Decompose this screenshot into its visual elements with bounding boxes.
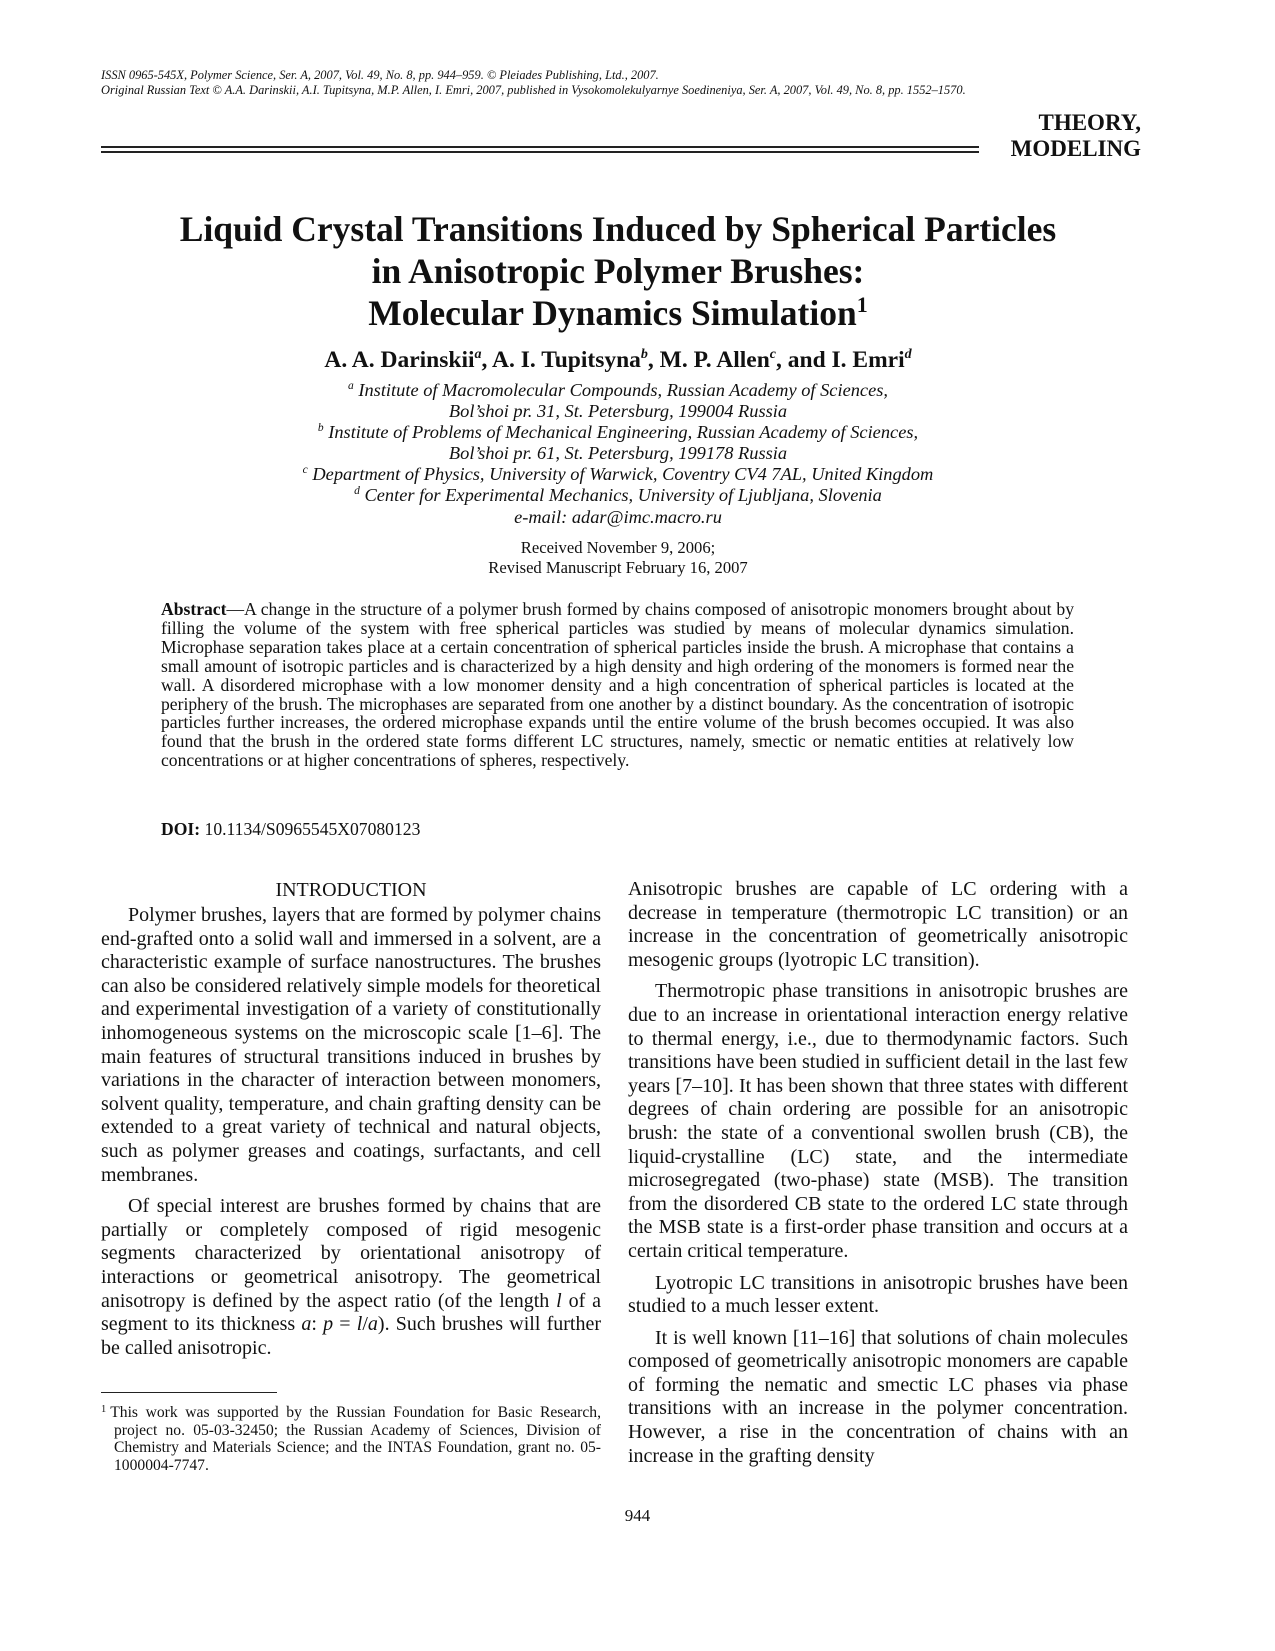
text-run: : [311, 1313, 324, 1336]
author-mark: d [904, 347, 912, 362]
abstract-text: —A change in the structure of a polymer brush formed by chains composed of anisotropic monomers brought about by filling the volume of the system with free spherical particles was studied by means of molecular dynamics simulation. Microphase separation takes place at a certain concentration of spherical particles inside the brush. A microphase that contains a small amount of isotropic particles and is characterized by a high density and high ordering of the monomers is formed near the wall. A disordered microphase with a low monomer density and a high concentration of spherical particles is located at the periphery of the brush. The microphases are separated from one another by a distinct boundary. As the concentration of isotropic particles further increases, the ordered microphase expands until the entire volume of the brush becomes occupied. It was also found that the brush in the ordered state forms different LC structures, namely, smectic or nematic entities at relatively low concentrations or at higher concentrations of spheres, respectively. [161, 599, 1074, 771]
footnote [101, 1404, 601, 1474]
paragraph: Thermotropic phase transitions in anisotropic brushes are due to an increase in orientational interaction energy relative to thermal energy, i.e., due to thermodynamic factors. Such transitions have been studied in sufficient detail in the last few years [7–10]. It has been shown that three states with different degrees of chain ordering are possible for an anisotropic brush: the state of a conventional swollen brush (CB), the liquid-crystalline (LC) state, and the intermediate microsegregated (two-phase) state (MSB). The transition from the disordered CB state to the ordered LC state through the MSB state is a first-order phase transition and occurs at a certain critical temperature. [628, 980, 1128, 1262]
affiliation-a [100, 380, 1136, 401]
author-mark: c [769, 347, 777, 362]
paper-title [100, 208, 1136, 334]
abstract [161, 600, 1074, 770]
section-label [1011, 110, 1141, 162]
title-line-2: in Anisotropic Polymer Brushes: [371, 251, 865, 291]
paragraph [101, 1195, 601, 1360]
affiliation-b [100, 422, 1136, 443]
paragraph: Anisotropic brushes are capable of LC ordering with a decrease in temperature (thermotropic LC transition) or an increase in the concentration of geometrically anisotropic mesogenic groups (lyotropic LC transition). [628, 878, 1128, 971]
math-symbol: l [556, 1289, 562, 1312]
footnote-body [101, 1404, 601, 1474]
affiliation-mark: c [302, 464, 308, 477]
title-line-3 [100, 292, 1136, 334]
text-run: of a segment to its thickness [101, 1289, 601, 1336]
author-mark: b [640, 347, 648, 362]
author-mark: a [474, 347, 482, 362]
revised-date: Revised Manuscript February 16, 2007 [488, 558, 748, 577]
doi-value: 10.1134/S0965545X07080123 [204, 819, 421, 839]
math-symbol: a [367, 1313, 378, 1336]
affiliation-a-address: Bol’shoi pr. 31, St. Petersburg, 199004 Russia [448, 401, 788, 422]
author-separator: , [481, 347, 492, 373]
title-line-1: Liquid Crystal Transitions Induced by Spherical Particles [179, 209, 1057, 249]
received-date: Received November 9, 2006; [520, 538, 716, 557]
journal-header-line-2: Original Russian Text © A.A. Darinskii, A.I. Tupitsyna, M.P. Allen, I. Emri, 2007, published in Vysokomolekulyarnye Soedineniya, Ser. A, 2007, Vol. 49, No. 8, pp. 1552–1570. [101, 83, 966, 97]
author-name: A. A. Darinskii [324, 347, 475, 373]
affiliation-text: Institute of Problems of Mechanical Engineering, Russian Academy of Sciences, [328, 422, 919, 443]
affiliation-text: Center for Experimental Mechanics, University of Ljubljana, Slovenia [364, 485, 882, 506]
affiliation-d [100, 485, 1136, 506]
affiliation-mark: b [317, 422, 324, 435]
math-symbol: p [323, 1313, 334, 1336]
affiliation-text: Department of Physics, University of Warwick, Coventry CV4 7AL, United Kingdom [312, 464, 934, 485]
section-label-line-1: THEORY, [1038, 110, 1141, 135]
affiliations [100, 380, 1136, 528]
doi [161, 818, 420, 840]
title-line-3-text: Molecular Dynamics Simulation [368, 293, 857, 333]
footnote-mark: 1 [101, 1404, 107, 1415]
section-heading-introduction: INTRODUCTION [275, 879, 427, 901]
text-run: Of special interest are brushes formed by chains that are partially or completely composed of rigid mesogenic segments characterized by orientational anisotropy of interactions or geometrical anisotropy. The geometrical anisotropy is defined by the aspect ratio (of the length [101, 1195, 601, 1312]
author-list [100, 346, 1136, 374]
abstract-label: Abstract [161, 599, 227, 619]
affiliation-mark: d [354, 485, 360, 498]
author-name: M. P. Allen [659, 347, 770, 373]
body-column-left [101, 878, 601, 1360]
doi-label: DOI: [161, 819, 201, 839]
text-run: / [362, 1313, 368, 1336]
text-run: ). Such brushes will further be called anisotropic. [101, 1313, 602, 1359]
math-symbol: l [356, 1313, 363, 1336]
affiliation-c [100, 464, 1136, 485]
text-run: = [333, 1313, 357, 1336]
title-footnote-mark: 1 [856, 292, 868, 317]
paragraph: It is well known [11–16] that solutions of chain molecules composed of geometrically anisotropic monomers are capable of forming the nematic and smectic LC phases via phase transitions with an increase in the polymer concentration. However, a rise in the concentration of chains with an increase in the grafting density [628, 1326, 1128, 1467]
author-name: I. Emri [831, 347, 905, 373]
header-rule-bottom [101, 151, 979, 153]
page-number: 944 [624, 1506, 651, 1525]
section-label-line-2: MODELING [1010, 136, 1141, 161]
paragraph: Lyotropic LC transitions in anisotropic brushes have been studied to a much lesser extent. [628, 1271, 1128, 1318]
paragraph: Polymer brushes, layers that are formed by polymer chains end-grafted onto a solid wall and immersed in a solvent, are a characteristic example of surface nanostructures. The brushes can also be considered relatively simple models for theoretical and experimental investigation of a variety of constitutionally inhomogeneous systems on the microscopic scale [1–6]. The main features of structural transitions induced in brushes by variations in the character of interaction between monomers, solvent quality, temperature, and chain grafting density can be extended to a great variety of technical and natural objects, such as polymer greases and coatings, surfactants, and cell membranes. [101, 904, 601, 1186]
header-rule-top [101, 146, 979, 148]
author-name: A. I. Tupitsyna [492, 347, 641, 373]
author-separator: , and [776, 347, 832, 373]
affiliation-mark: a [347, 380, 354, 392]
contact-email: e-mail: adar@imc.macro.ru [514, 506, 722, 527]
author-separator: , [647, 347, 660, 373]
body-column-right [628, 878, 1128, 1468]
affiliation-b-address: Bol’shoi pr. 61, St. Petersburg, 199178 Russia [448, 443, 788, 464]
footnote-rule [101, 1392, 277, 1393]
journal-header [101, 68, 1141, 98]
math-symbol: a [301, 1313, 312, 1336]
manuscript-dates [100, 538, 1136, 578]
journal-header-line-1: ISSN 0965-545X, Polymer Science, Ser. A, 2007, Vol. 49, No. 8, pp. 944–959. © Pleiades Publishing, Ltd., 2007. [101, 68, 659, 82]
affiliation-text: Institute of Macromolecular Compounds, Russian Academy of Sciences, [358, 380, 889, 400]
footnote-text: This work was supported by the Russian Foundation for Basic Research, project no. 05-03-32450; the Russian Academy of Sciences, Division of Chemistry and Materials Science; and the INTAS Foundation, grant no. 05-1000004-7747. [110, 1404, 601, 1474]
